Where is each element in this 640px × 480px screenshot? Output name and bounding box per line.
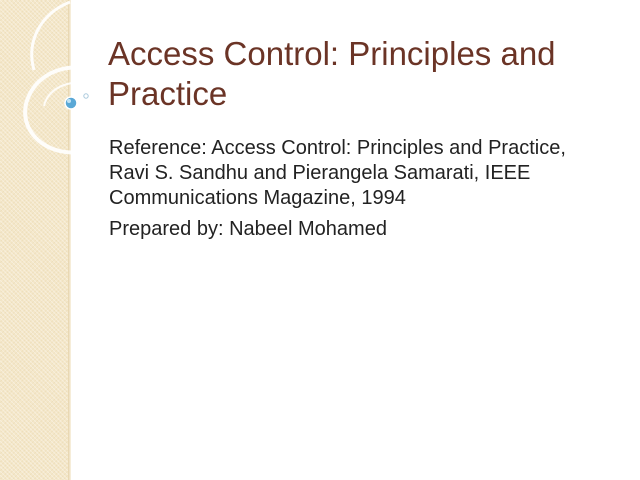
accent-bullet-highlight bbox=[67, 99, 71, 103]
decorative-arc-upper bbox=[32, 2, 70, 70]
accent-bullet-icon bbox=[65, 97, 77, 109]
slide-body bbox=[109, 136, 609, 248]
decorative-arc-outer bbox=[25, 67, 112, 152]
reference-paragraph: Reference: Access Control: Principles and Practice, Ravi S. Sandhu and Pierangela Samarati, IEEE Communications Magazine, 1994 bbox=[109, 137, 566, 209]
author-paragraph: Prepared by: Nabeel Mohamed bbox=[109, 218, 387, 240]
small-ring-icon bbox=[84, 94, 88, 98]
slide-title: Access Control: Principles and Practice bbox=[108, 35, 556, 112]
